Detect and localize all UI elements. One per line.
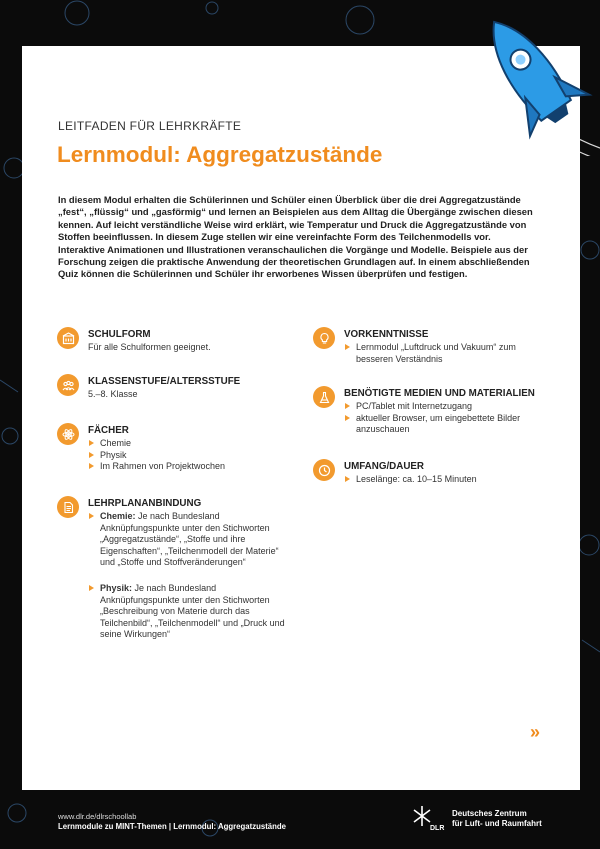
dlr-logo bbox=[410, 806, 580, 836]
list-item: Leselänge: ca. 10–15 Minuten bbox=[344, 474, 544, 486]
lightbulb-icon bbox=[313, 327, 335, 349]
subject-text: Je nach Bundesland Anknüpfungspunkte unter den Stichworten „Beschreibung von Materie durch das Teilchenbild“, „Teilchenmodell“ und „Druck und seine Wirkungen“ bbox=[100, 582, 285, 640]
list-item bbox=[88, 583, 293, 641]
list-item: Chemie bbox=[88, 438, 318, 450]
list-item: Physik bbox=[88, 450, 318, 462]
footer bbox=[58, 812, 286, 832]
schulform-title: SCHULFORM bbox=[88, 329, 151, 340]
document-icon bbox=[57, 496, 79, 518]
dlr-org-name bbox=[452, 809, 542, 829]
klassenstufe-title: KLASSENSTUFE/ALTERSSTUFE bbox=[88, 376, 241, 387]
list-item: aktueller Browser, um eingebettete Bilder anzuschauen bbox=[344, 413, 544, 436]
faecher-list bbox=[88, 438, 318, 473]
list-item bbox=[88, 511, 293, 569]
vorkenntnisse-list bbox=[344, 342, 524, 365]
rocket-icon bbox=[462, 6, 600, 156]
page-kicker: LEITFADEN FÜR LEHRKRÄFTE bbox=[58, 119, 242, 133]
students-group-icon bbox=[57, 374, 79, 396]
vorkenntnisse-title: VORKENNTNISSE bbox=[344, 329, 429, 340]
page-title: Lernmodul: Aggregatzustände bbox=[57, 142, 383, 167]
list-item: Lernmodul „Luftdruck und Vakuum“ zum besseren Verständnis bbox=[344, 342, 524, 365]
footer-series-line: Lernmodule zu MINT-Themen | Lernmodul: Aggregatzustände bbox=[58, 822, 287, 831]
clock-icon bbox=[313, 459, 335, 481]
intro-paragraph: In diesem Modul erhalten die Schülerinnen und Schüler einen Überblick über die drei Aggregatzustände „fest“, „flüssig“ und „gasförmig“ und lernen an Beispielen aus dem Alltag die Übergänge zwischen diesen kennen. Auf leicht verständliche Weise wird erklärt, wie Temperatur und Druck die Aggregatzustände von Stoffen beeinflussen. In diesem Zuge stellen wir eine vereinfachte Form des Teilchenmodells vor. Interaktive Animationen und Illustrationen veranschaulichen die Vorgänge und Modelle. Beispiele aus der Forschung zeigen die praktische Anwendung der theoretischen Grundlagen auf. In einem abschließenden Quiz können die Schülerinnen und Schüler ihr erworbenes Wissen überprüfen und festigen. bbox=[58, 194, 533, 280]
next-page-chevron-icon[interactable]: » bbox=[530, 722, 541, 742]
list-item: PC/Tablet mit Internetzugang bbox=[344, 401, 544, 413]
lehrplan-title: LEHRPLANANBINDUNG bbox=[88, 498, 202, 509]
org-line: Deutsches Zentrum bbox=[452, 809, 527, 818]
dlr-logo-text: DLR bbox=[430, 825, 445, 832]
subject-text: Je nach Bundesland Anknüpfungspunkte unter den Stichworten „Aggregatzustände“, „Stoffe und ihre Eigenschaften“, „Teilchenmodell der Materie“ und „Stoffe und Stoffveränderungen“ bbox=[100, 511, 279, 568]
org-line: für Luft- und Raumfahrt bbox=[452, 819, 542, 828]
faecher-title: FÄCHER bbox=[88, 425, 129, 436]
subject-label: Physik: bbox=[100, 582, 133, 593]
atom-icon bbox=[57, 423, 79, 445]
umfang-list bbox=[344, 474, 544, 486]
schulform-text: Für alle Schulformen geeignet. bbox=[88, 342, 211, 352]
list-item: Im Rahmen von Projektwochen bbox=[88, 461, 318, 473]
medien-list bbox=[344, 401, 544, 436]
klassenstufe-text: 5.–8. Klasse bbox=[88, 389, 138, 399]
lehrplan-list bbox=[88, 511, 293, 641]
school-building-icon bbox=[57, 327, 79, 349]
flask-icon bbox=[313, 386, 335, 408]
footer-url[interactable]: www.dlr.de/dlrschoollab bbox=[58, 812, 137, 821]
subject-label: Chemie: bbox=[100, 511, 136, 521]
umfang-title: UMFANG/DAUER bbox=[344, 461, 425, 472]
medien-title: BENÖTIGTE MEDIEN UND MATERIALIEN bbox=[344, 388, 535, 399]
